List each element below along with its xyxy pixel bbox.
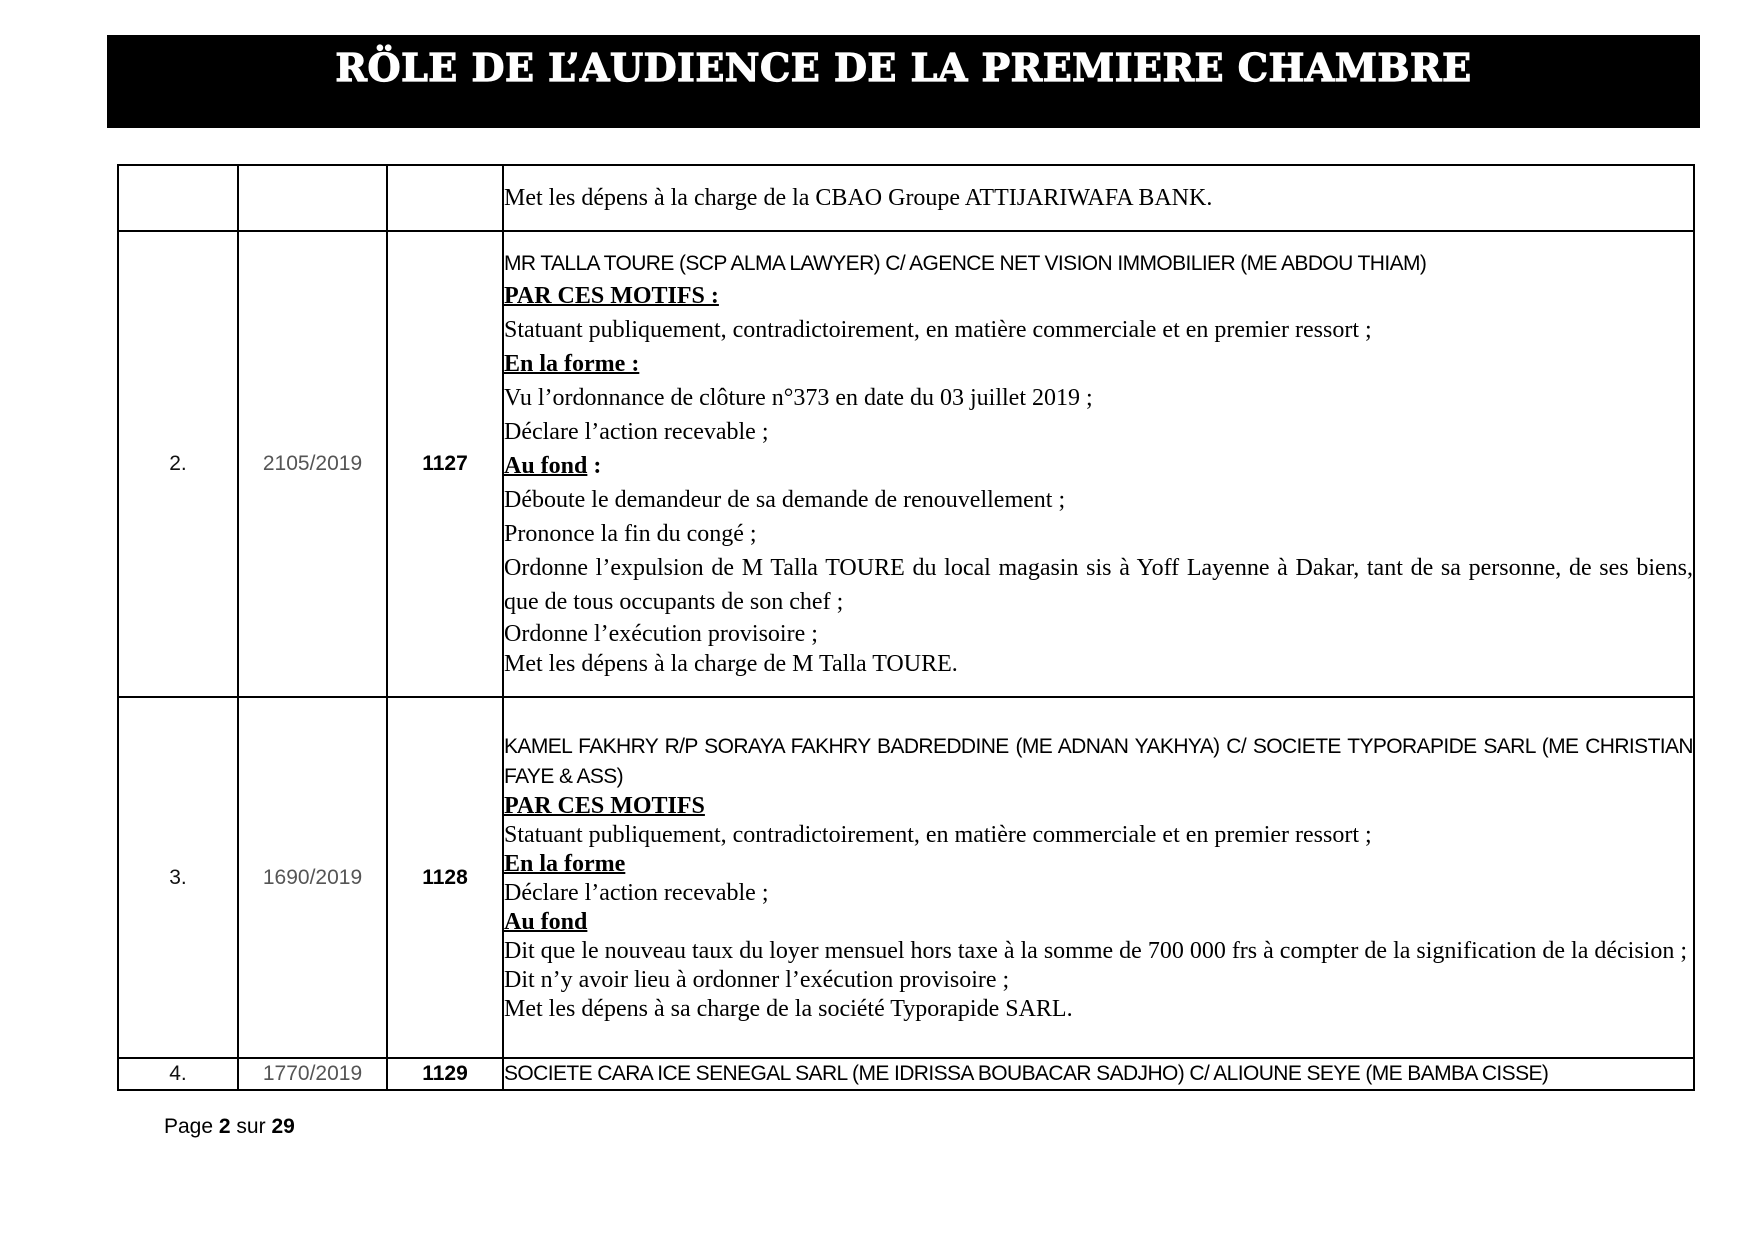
rg-number-cell [238, 165, 387, 231]
case-number-cell: 4. [118, 1058, 238, 1090]
decision-line: Déclare l’action recevable ; [504, 419, 769, 445]
decision-cell [503, 697, 1694, 1058]
case-parties: MR TALLA TOURE (SCP ALMA LAWYER) C/ AGENCE NET VISION IMMOBILIER (ME ABDOU THIAM) [504, 252, 1427, 275]
decision-line: Statuant publiquement, contradictoirement, en matière commerciale et en premier ressort ; [504, 317, 1372, 343]
decision-line: Met les dépens à la charge de M Talla TOURE. [504, 651, 958, 677]
repertoire-cell [387, 165, 503, 231]
rg-number-cell: 2105/2019 [238, 231, 387, 697]
table-row [118, 697, 1694, 1058]
decision-cell [503, 1058, 1694, 1090]
decision-line: Prononce la fin du congé ; [504, 521, 757, 547]
section-heading-motifs: PAR CES MOTIFS : [504, 283, 719, 309]
case-number-cell: 3. [118, 697, 238, 1058]
decision-line: Déboute le demandeur de sa demande de renouvellement ; [504, 487, 1066, 513]
repertoire-cell: 1127 [387, 231, 503, 697]
table-row [118, 165, 1694, 231]
section-heading-motifs: PAR CES MOTIFS [504, 792, 705, 819]
case-parties: KAMEL FAKHRY R/P SORAYA FAKHRY BADREDDINE (ME ADNAN YAKHYA) C/ SOCIETE TYPORAPIDE SARL (ME CHRISTIAN FAYE & ASS) [504, 734, 1693, 788]
page-number: Page 2 sur 29 [164, 1115, 295, 1138]
rg-number-cell: 1690/2019 [238, 697, 387, 1058]
case-number-cell [118, 165, 238, 231]
decision-line: Met les dépens à sa charge de la société Typorapide SARL. [504, 995, 1073, 1022]
decision-line: Dit n’y avoir lieu à ordonner l’exécution provisoire ; [504, 966, 1010, 993]
section-heading-fond: Au fond : [504, 453, 602, 479]
table-row [118, 1058, 1694, 1090]
decision-line: Ordonne l’expulsion de M Talla TOURE du local magasin sis à Yoff Layenne à Dakar, tant de sa personne, de ses biens, que de tous occupants de son chef ; [504, 555, 1693, 615]
section-heading-fond: Au fond [504, 908, 588, 935]
decision-cell [503, 231, 1694, 697]
repertoire-cell: 1128 [387, 697, 503, 1058]
document-title-bar [107, 35, 1700, 128]
decision-line: Met les dépens à la charge de la CBAO Groupe ATTIJARIWAFA BANK. [504, 185, 1213, 211]
repertoire-cell: 1129 [387, 1058, 503, 1090]
decision-cell [503, 165, 1694, 231]
rg-number-cell: 1770/2019 [238, 1058, 387, 1090]
document-title: RÖLE DE L’AUDIENCE DE LA PREMIERE CHAMBRE [335, 45, 1472, 90]
case-number-cell: 2. [118, 231, 238, 697]
case-parties: SOCIETE CARA ICE SENEGAL SARL (ME IDRISSA BOUBACAR SADJHO) C/ ALIOUNE SEYE (ME BAMBA CISSE) [504, 1062, 1549, 1085]
table-row [118, 231, 1694, 697]
decision-line: Ordonne l’exécution provisoire ; [504, 621, 818, 647]
section-heading-forme: En la forme [504, 850, 626, 877]
decision-line: Vu l’ordonnance de clôture n°373 en date du 03 juillet 2019 ; [504, 385, 1093, 411]
decision-line: Statuant publiquement, contradictoirement, en matière commerciale et en premier ressort ; [504, 821, 1372, 848]
hearing-roll-table [117, 164, 1695, 1091]
decision-line: Dit que le nouveau taux du loyer mensuel hors taxe à la somme de 700 000 frs à compter de la signification de la décision ; [504, 937, 1687, 964]
section-heading-forme: En la forme : [504, 351, 640, 377]
decision-line: Déclare l’action recevable ; [504, 879, 769, 906]
